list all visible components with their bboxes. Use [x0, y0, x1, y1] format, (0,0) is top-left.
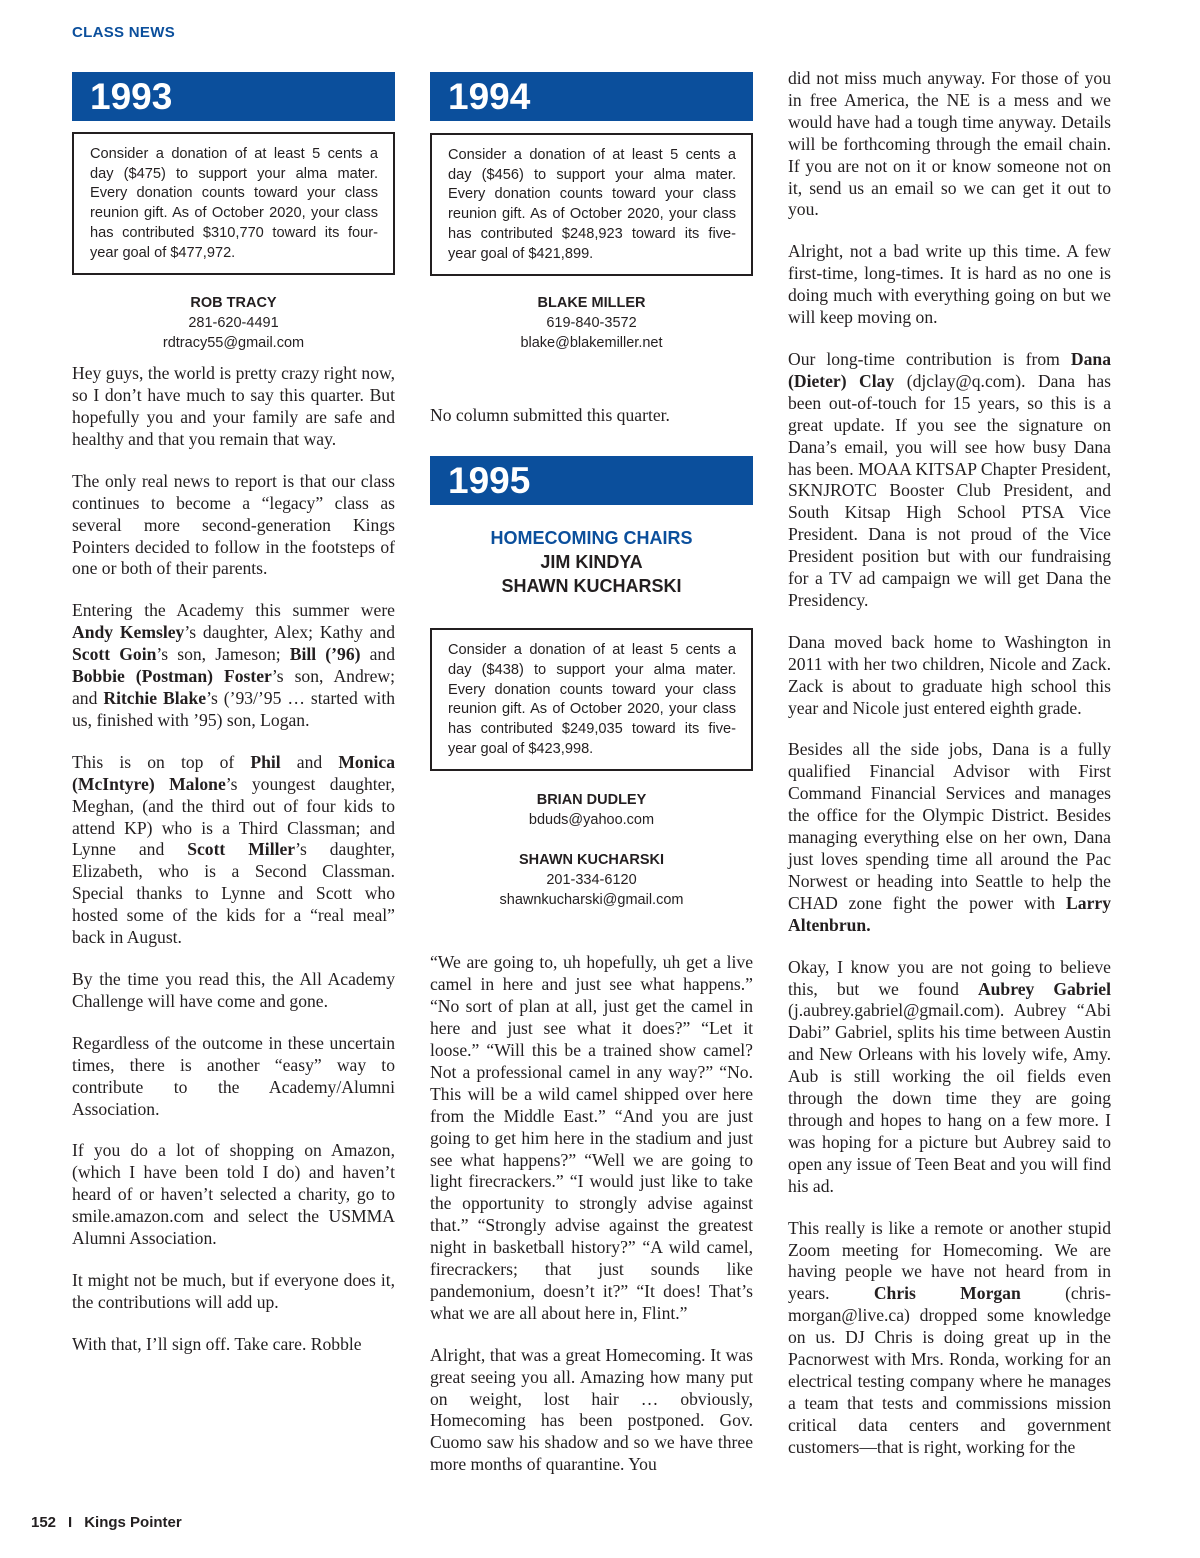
body-paragraph: If you do a lot of shopping on Amazon, (which I have been told I do) and haven’t heard of or haven’t selected a charity, go to smile.amazon.com and select the USMMA Alumni Association. [72, 1140, 395, 1249]
donation-box-1995: Consider a donation of at least 5 cents a day ($438) to support your alma mater. Every donation counts toward your class reunion gift. As of October 2020, your class has contributed $249,035 toward its five-year goal of $423,998. [430, 628, 753, 771]
body-paragraph: Okay, I know you are not going to believe this, but we found Aubrey Gabriel (j.aubrey.gabriel@gmail.com). Aubrey “Abi Dabi” Gabriel, splits his time between Austin and New Orleans with his lovely wife, Amy. Aub is still working the oil fields even through the down time they are going through and hopes to hang on a few more. I was hoping for a picture but Aubrey said to open any issue of Teen Beat and you will find his ad. [788, 956, 1111, 1196]
homecoming-chairs-title: HOMECOMING CHAIRS [490, 528, 693, 549]
page-number: 152 [31, 1514, 57, 1531]
body-paragraph: Hey guys, the world is pretty crazy right now, so I don’t have much to say this quarter. But hopefully you and your family are safe and healthy and that you remain that way. [72, 363, 395, 449]
body-paragraph: Regardless of the outcome in these uncertain times, there is another “easy” way to contribute to the Academy/Alumni Association. [72, 1032, 395, 1119]
contact-email: shawnkucharski@gmail.com [499, 892, 684, 909]
body-paragraph: “We are going to, uh hopefully, uh get a live camel in here and just see what happens.” “No sort of plan at all, just get the camel in here and just see what it does?” “Let it loose.” “Will this be a trained show camel? Not a professional camel in any way?” “No. This will be a wild camel shipped over here from the Middle East.” “And you are just going to get him here in the stadium and just see what happens?” “Well we are going to light firecrackers.” “I would just like to take the opportunity to strongly advise against that.” “Strongly advise against the greatest night in basketball history?” “A wild camel, firecrackers; that just sounds like pandemonium, doesn’t it?” “It does! That’s what we are all about here in, Flint.” [430, 952, 753, 1323]
body-paragraph: did not miss much anyway. For those of you in free America, the NE is a mess and we would have had a tough time anyway. Details will be forthcoming through the email chain. If you are not on it or know someone not on it, send us an email so we can get it out to you. [788, 68, 1111, 220]
body-paragraph: This is on top of Phil and Monica (McIntyre) Malone’s youngest daughter, Meghan, (and the third out of four kids to attend KP) who is a Third Classman; and Lynne and Scott Miller’s daughter, Elizabeth, who is a Second Classman. Special thanks to Lynne and Scott who hosted some of the kids for a “real meal” back in August. [72, 751, 395, 948]
contact-name: BLAKE MILLER [537, 295, 646, 312]
contact-name: BRIAN DUDLEY [536, 792, 647, 809]
contact-name: ROB TRACY [190, 295, 277, 312]
donation-box-1993: Consider a donation of at least 5 cents a day ($475) to support your alma mater. Every donation counts toward your class reunion gift. As of October 2020, your class has contributed $310,770 toward its four-year goal of $477,972. [72, 132, 395, 275]
class-contact-1994 [430, 293, 753, 353]
contact-phone: 281-620-4491 [188, 315, 279, 332]
contact-phone: 619-840-3572 [546, 315, 637, 332]
donation-box-1994: Consider a donation of at least 5 cents a day ($456) to support your alma mater. Every donation counts toward your class reunion gift. As of October 2020, your class has contributed $248,923 toward its five-year goal of $421,899. [430, 133, 753, 276]
homecoming-chairs [430, 526, 753, 598]
contact-email: blake@blakemiller.net [520, 335, 663, 352]
class-contact-1995 [430, 790, 753, 910]
column-1994-1995 [430, 72, 753, 1496]
body-paragraph: Entering the Academy this summer were Andy Kemsley’s daughter, Alex; Kathy and Scott Goin’s son, Jameson; Bill (’96) and Bobbie (Postman) Foster’s son, Andrew; and Ritchie Blake’s (’93/’95 … started with us, finished with ’95) son, Logan. [72, 600, 396, 730]
contact-name: SHAWN KUCHARSKI [519, 852, 664, 869]
body-paragraph: This really is like a remote or another stupid Zoom meeting for Homecoming. We are having people we have not heard from in years. Chris Morgan (chris-morgan@live.ca) dropped some knowledge on us. DJ Chris is doing great up in the Pacnorwest with Mrs. Ronda, working for an electrical testing company where he manages a team that tests and commissions mission critical data centers and government customers—that is right, working for the [788, 1217, 1111, 1457]
section-label: CLASS NEWS [72, 24, 176, 41]
contact-email: rdtracy55@gmail.com [162, 335, 305, 352]
page-footer [31, 1514, 182, 1531]
magazine-title: Kings Pointer [84, 1514, 182, 1531]
column-continued [788, 68, 1111, 1479]
year-banner-1994: 1994 [430, 72, 753, 121]
homecoming-chair-name: JIM KINDYA [540, 552, 643, 573]
body-paragraph: With that, I’ll sign off. Take care. Robble [72, 1333, 362, 1354]
year-banner-1995: 1995 [430, 456, 753, 505]
column-body-continued [788, 68, 1111, 1459]
no-column-note: No column submitted this quarter. [430, 405, 670, 426]
column-body-1995 [430, 952, 753, 1476]
contact-email: bduds@yahoo.com [528, 812, 655, 829]
contact-phone: 201-334-6120 [546, 872, 637, 889]
body-paragraph: It might not be much, but if everyone does it, the contributions will add up. [72, 1269, 395, 1312]
body-paragraph: Alright, that was a great Homecoming. It was great seeing you all. Amazing how many put on weight, lost hair … obviously, Homecoming has been postponed. Gov. Cuomo saw his shadow and so we have three more months of quarantine. You [430, 1344, 753, 1475]
body-paragraph: Our long-time contribution is from Dana (Dieter) Clay (djclay@q.com). Dana has been out-of-touch for 15 years, so this is a great update. If you see the signature on Dana’s email, you will see how busy Dana has been. MOAA KITSAP Chapter President, SKNJROTC Booster Club President, and South Kitsap High School PTSA Vice President. Dana is not proud of the Vice President position but with our fundraising for a TV ad campaign we will get Dana the Presidency. [788, 348, 1111, 610]
class-contact-1993 [72, 293, 395, 353]
body-paragraph: Alright, not a bad write up this time. A few first-time, long-times. It is hard as no one is doing much with everything going on but we will keep moving on. [788, 241, 1111, 328]
column-1993 [72, 72, 395, 1376]
footer-divider: I [68, 1514, 73, 1531]
body-paragraph: By the time you read this, the All Academy Challenge will have come and gone. [72, 968, 395, 1011]
body-paragraph: Dana moved back home to Washington in 2011 with her two children, Nicole and Zack. Zack is about to graduate high school this year and Nicole just entered eighth grade. [788, 631, 1111, 718]
column-body-1993 [72, 363, 395, 1355]
body-paragraph: The only real news to report is that our class continues to become a “legacy” class as several more second-generation Kings Pointers decided to follow in the footsteps of one or both of their parents. [72, 470, 395, 579]
year-banner-1993: 1993 [72, 72, 395, 121]
homecoming-chair-name: SHAWN KUCHARSKI [501, 576, 682, 597]
body-paragraph: Besides all the side jobs, Dana is a fully qualified Financial Advisor with First Command Financial Services and manages the office for the Olympic District. Besides managing everything else on her own, Dana just loves spending time all around the Pac Norwest or heading into Seattle to help the CHAD zone fight the power with Larry Altenbrun. [788, 739, 1111, 935]
